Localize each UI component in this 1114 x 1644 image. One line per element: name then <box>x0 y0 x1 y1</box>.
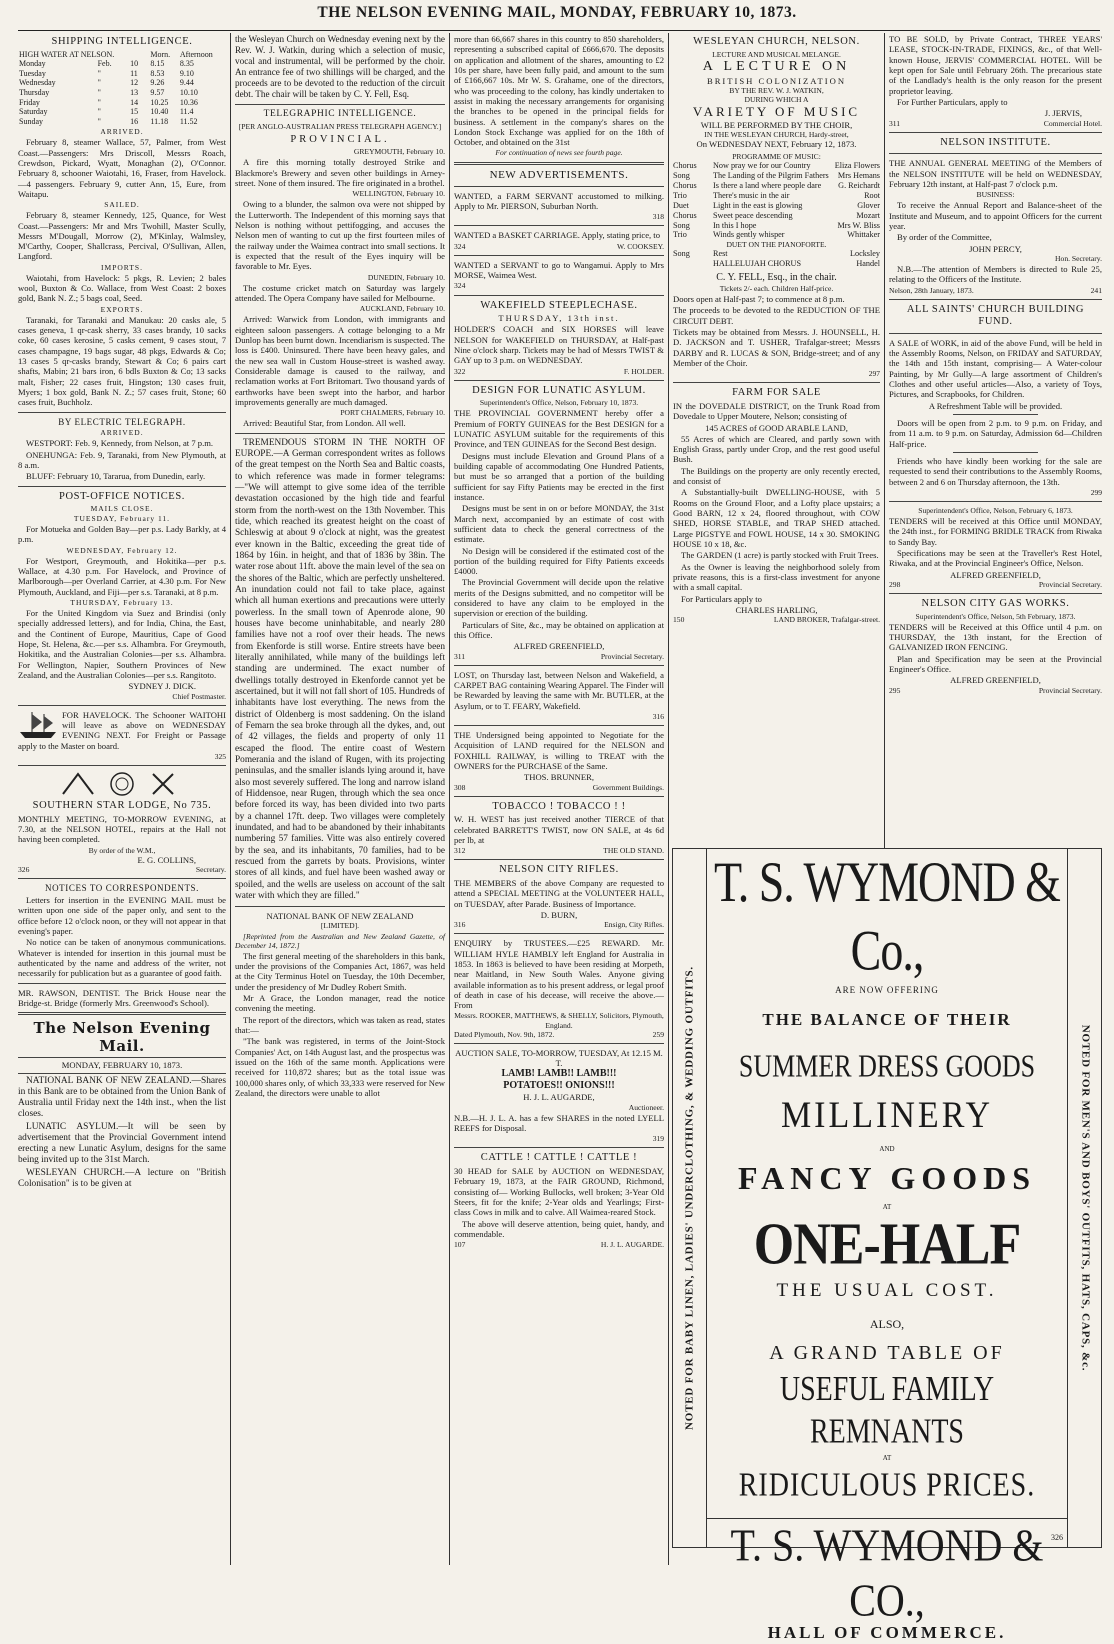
bank-text: "The bank was registered, in terms of the Joint-Stock Companies' Act, on 14th August last, and the prospectus was issued on the 16th of the same month. Applications were received for 110,872 shares; but as the total issue was 100,000 shares only, of which 33,333 were reserved for New Zealand, the directors were unable to allot <box>235 1036 445 1098</box>
church-performed: WILL BE PERFORMED BY THE CHOIR, <box>700 119 853 130</box>
tide-header: HIGH WATER AT NELSON. <box>19 49 115 59</box>
post-signature: SYDNEY J. DICK. <box>128 681 196 692</box>
tender-office: Superintendent's Office, Nelson, February 6, 1873. <box>918 505 1073 515</box>
news-paragraph: NATIONAL BANK OF NEW ZEALAND.—Shares in this Bank are to be obtained from the Union Bank of Australia until Friday next the 14th inst., when the list closes. <box>18 1075 226 1120</box>
ad-number: 107 <box>454 1240 466 1250</box>
church-proceeds: The proceeds to be devoted to the REDUCTION OF THE CIRCUIT DEBT. <box>673 305 880 326</box>
saints-doors: Doors will be open from 2 p.m. to 9 p.m. on Friday, and from 11 a.m. to 9 p.m. on Saturday, Admission 6d—Children Half-price. <box>889 418 1102 449</box>
telegraph-heading: BY ELECTRIC TELEGRAPH. <box>58 416 186 427</box>
enquiry-signature: Messrs. ROOKER, MATTHEWS, & SHELLY, Solicitors, Plymouth, England. <box>454 1011 664 1030</box>
wanted-ad: WANTED a BASKET CARRIAGE. Apply, stating price, to <box>454 230 660 241</box>
column-2 <box>235 33 445 1568</box>
ad-number: 299 <box>1090 487 1102 497</box>
ship-icon <box>18 710 58 740</box>
arrived-heading: ARRIVED. <box>100 127 144 137</box>
wymond-side-text: NOTED FOR MEN'S AND BOYS' OUTFITS, HATS, CAPS, &c. <box>1079 1024 1092 1372</box>
asylum-text: No Design will be considered if the estimated cost of the portion of the building required for Fifty Patients exceeds £4000. <box>454 545 664 577</box>
wymond-side-text: NOTED FOR BABY LINEN, LADIES' UNDERCLOTHING, & WEDDING OUTFITS. <box>682 966 695 1430</box>
steeplechase-signature: F. HOLDER. <box>623 366 664 376</box>
farm-text: The GARDEN (1 acre) is partly stocked with Fruit Trees. <box>681 550 879 561</box>
auction-line: POTATOES!! ONIONS!!! <box>503 1080 615 1092</box>
tide-table <box>18 50 226 127</box>
news-paragraph: LUNATIC ASYLUM.—It will be seen by advertisement that the Provincial Government intend erecting a new Lunatic Asylum, designs for the same being invited up to the 31st March. <box>18 1121 226 1166</box>
wymond-side-left <box>673 849 707 1547</box>
wanted-signature: W. COOKSEY. <box>616 241 664 251</box>
gas-text: TENDERS will be Received at this Office until 4 p.m. on THURSDAY, the 13th instant, for the Erection of GALVANIZED IRON FENCING. <box>889 621 1102 653</box>
asylum-text: Particulars of Site, &c., may be obtained on application at this Office. <box>454 619 664 641</box>
wymond-and: AND <box>879 1144 895 1153</box>
wymond-title: T. S. WYMOND & Co., <box>714 849 1060 983</box>
church-in: IN THE WESLEYAN CHURCH, Hardy-street, <box>704 129 849 139</box>
tender-text: TENDERS will be received at this Office until MONDAY, the 24th inst., for FORMING BRIDLE TRACK from Riwaka to Sandy Bay. <box>889 516 1102 547</box>
ad-number: 324 <box>454 241 466 251</box>
sailed-heading: SAILED. <box>104 200 140 210</box>
auction-nb: N.B.—H. J. L. A. has a few SHARES in the noted LYELL REEFS for Disposal. <box>454 1112 664 1134</box>
column-rule <box>449 33 450 1565</box>
wymond-remnants: USEFUL FAMILY REMNANTS <box>779 1370 995 1451</box>
column-5 <box>889 33 1102 845</box>
column-1 <box>18 33 226 1568</box>
wymond-grand: A GRAND TABLE OF <box>769 1342 1005 1365</box>
telegraphic-sub: [PER ANGLO-AUSTRALIAN PRESS TELEGRAPH AGENCY.] <box>238 121 442 131</box>
institute-signature-title: Hon. Secretary. <box>1055 253 1102 263</box>
rifles-heading: NELSON CITY RIFLES. <box>499 864 619 876</box>
column-rule <box>884 33 885 848</box>
list-item: Trio There's music in the air Root <box>673 191 880 200</box>
rifles-signature-title: Ensign, City Rifles. <box>604 920 664 930</box>
wanted-ad: WANTED, a FARM SERVANT accustomed to milking. Apply to Mr. PIERSON, Suburban North. <box>454 190 664 212</box>
sale-signature-title: Commercial Hotel. <box>1043 118 1102 128</box>
wymond-advertisement <box>672 848 1102 1643</box>
gas-signature: ALFRED GREENFIELD, <box>950 675 1041 686</box>
institute-signature: JOHN PERCY, <box>969 243 1022 254</box>
post-text: For Westport, Greymouth, and Hokitika—per p.s. Wallace, at 4.30 p.m. For Havelock, and Province of Marlborough—per Overland Carrier, at 4.30 p.m. For New Plymouth, Auckland, and Fiji—per s.s. Taranaki, at 8 p.m. <box>18 555 226 597</box>
institute-date: Nelson, 28th January, 1873. <box>889 285 974 295</box>
ad-number: 295 <box>889 685 901 695</box>
wanted-ad: WANTED a SERVANT to go to Wangamui. Apply to Mrs MORSE, Waimea West. <box>454 259 664 281</box>
bank-continued: more than 66,667 shares in this country to 850 shareholders, representing a subscribed capital of £666,670. The deposits on application and allotment of the shares, amounting to £2 10s per share, have been fully paid, and amount to the sum of £166,667 10s. Mr W. S. Grahame, one of the directors, who was proceeding to the colony, has kindly undertaken to assist in making the necessary arrangements for organising the branches to be opened in the principal fields for business. A settlement in the company's shares on the London Stock Exchange was applied for on the 18th of October, and obtained on the 31st <box>454 34 664 148</box>
wymond-offering: ARE NOW OFFERING <box>835 985 939 996</box>
ad-number: 311 <box>454 651 466 661</box>
cattle-text: 30 HEAD for SALE by AUCTION on WEDNESDAY, February 19, 1873, at the FAIR GROUND, Richmond, consisting of— Working Bullocks, well broken; 3-Year Old Steers, fit for the knife; 2-Year olds and Yearlings; First-class Cows in milk and to calve. All Waimea-reared Stock. <box>454 1166 664 1218</box>
tender-text: Specifications may be seen at the Traveller's Rest Hotel, Riwaka, and at the Provincial Engineer's Office, Nelson. <box>889 547 1102 569</box>
farm-text: IN the DOVEDALE DISTRICT, on the Trunk Road from Dovedale to Upper Moutere, Nelson; consisting of <box>673 400 880 422</box>
tobacco-text: W. H. WEST has just received another TIERCE of that celebrated BARRETT'S TWIST, now ON SALE, at 4s 6d per lb, at <box>454 814 664 845</box>
post-heading: POST-OFFICE NOTICES. <box>59 490 185 502</box>
list-item: Chorus Is there a land where people dare G. Reichardt <box>673 181 880 191</box>
paper-date: MONDAY, FEBRUARY 10, 1873. <box>61 1060 183 1071</box>
list-item: Chorus Sweet peace descending Mozart <box>673 210 880 220</box>
column-rule <box>230 33 231 1565</box>
gas-heading: NELSON CITY GAS WORKS. <box>921 598 1070 609</box>
auction-heading: AUCTION SALE, TO-MORROW, TUESDAY, At 12.15 M. T. <box>455 1047 663 1069</box>
ad-number: 308 <box>454 782 466 792</box>
dateline: GREYMOUTH, February 10. <box>353 147 445 157</box>
ad-number: 316 <box>454 920 466 930</box>
list-item: Trio Winds gently whisper Whittaker <box>673 230 880 240</box>
wymond-at: AT <box>882 1454 892 1463</box>
list-item: HALLELUJAH CHORUS Handel <box>713 259 880 269</box>
wymond-also: ALSO, <box>869 1316 905 1331</box>
asylum-text: Designs must be sent in on or before MONDAY, the 31st March next, accompanied by an estimate of cost with sufficient data to check the general correctness of the estimate. <box>454 503 664 545</box>
ad-number: 316 <box>652 712 664 722</box>
ad-number: 311 <box>889 118 901 128</box>
table-row: Sunday " 16 11.18 11.52 <box>19 116 198 126</box>
cattle-signature: H. J. L. AUGARDE. <box>600 1240 664 1250</box>
saints-refreshment: A Refreshment Table will be provided. <box>928 400 1063 411</box>
enquiry-ad: ENQUIRY by TRUSTEES.—£25 REWARD. Mr. WILLIAM HYLE HAMBLY left England for Australia in 1853. In 1863 is believed to have been residing at Morpeth, near Maitland, in New South Wales. Anyone giving available information as to his present address, or legal proof of death in case of his decease, will receive the above.—From <box>454 938 665 1011</box>
table-row: Saturday " 15 10.40 11.4 <box>19 107 194 117</box>
sale-apply: For Further Particulars, apply to <box>897 96 1008 107</box>
telegram-text: The costume cricket match on Saturday was largely attended. The Opera Company have sailed for Melbourne. <box>235 282 445 304</box>
post-signature-title: Chief Postmaster. <box>172 691 226 701</box>
steeplechase-heading: WAKEFIELD STEEPLECHASE. <box>480 299 638 311</box>
list-item: Song The Landing of the Pilgrim Fathers Mrs Hemans <box>673 171 880 181</box>
ad-number: 312 <box>454 846 466 856</box>
wymond-fancy: FANCY GOODS <box>738 1159 1036 1196</box>
table-row: Thursday " 13 9.57 10.10 <box>19 87 198 97</box>
dateline: DUNEDIN, February 10. <box>367 272 445 282</box>
telegraphic-heading: TELEGRAPHIC INTELLIGENCE. <box>263 109 417 120</box>
tobacco-signature: THE OLD STAND. <box>603 846 664 856</box>
post-day: TUESDAY, February 11. <box>73 514 171 524</box>
farm-heading: FARM FOR SALE <box>732 387 821 399</box>
mails-close: MAILS CLOSE. <box>90 504 154 514</box>
exports-heading: EXPORTS. <box>100 304 144 314</box>
wymond-millinery: MILLINERY <box>780 1094 994 1136</box>
ad-number: 259 <box>652 1029 664 1039</box>
asylum-office: Superintendent's Office, Nelson, February 10, 1873. <box>479 398 639 408</box>
shipping-heading: SHIPPING INTELLIGENCE. <box>51 36 193 47</box>
telegram-text: A fire this morning totally destroyed Strike and Blackmore's Brewery and seven other buildings in Arney-street. None of them insured. The fire originated in a brothel. <box>235 157 445 189</box>
list-item: Chorus Now pray we for our Country Eliza Flowers <box>673 161 880 171</box>
asylum-text: THE PROVINCIAL GOVERNMENT hereby offer a Premium of FORTY GUINEAS for the Best DESIGN for a LUNATIC ASYLUM suitable for the requirements of this Province, and TEN GUINEAS for the Second Best design. <box>454 408 664 450</box>
wymond-hall: HALL OF COMMERCE. <box>767 1623 1007 1643</box>
saints-heading: ALL SAINTS' CHURCH BUILDING FUND. <box>906 303 1085 328</box>
wymond-usual: THE USUAL COST. <box>776 1280 998 1302</box>
sailed-text: February 8, steamer Kennedy, 125, Quance, for West Coast.—Passengers: Mr and Mrs Twohill, Master Scully, Messrs M'Dougall, Morrow (2), M'Kinlay, Walmsley, M'Carthy, Cooper, Shallcrass, Percival, O'Sullivan, Allen, Langford. <box>18 210 226 262</box>
sale-ad: TO BE SOLD, by Private Contract, THREE YEARS' LEASE, STOCK-IN-TRADE, FIXINGS, &c., of that Well-known House, JERVIS' COMMERCIAL HOTEL. Will be kept open for Sale until February 26th. The precarious state of the Landlady's health is the only reason for the present proprietor leaving. <box>889 34 1102 96</box>
auction-signature-title: Auctioneer. <box>628 1102 664 1112</box>
masonic-emblem-icon <box>18 770 226 798</box>
church-chair: C. Y. FELL, Esq., in the chair. <box>716 272 837 284</box>
bank-text: The first general meeting of the shareholders in this bank, under the provisions of the Companies Act, 1867, was held at the City Terminus Hotel on Tuesday, the 10th December, under the presidency of Mr Dudley Robert Smith. <box>235 950 445 992</box>
saints-text: A SALE of WORK, in aid of the above Fund, will be held in the Assembly Rooms, Nelson, on FRIDAY and SATURDAY, the 14th and 15th instant, comprising— A Water-colour Painting, by Mr Gully—A large assortment of Children's Clothes and other useful articles—Also, a variety of Toys, Pictures, and Scrapbooks, for Children. <box>889 337 1102 400</box>
institute-heading: NELSON INSTITUTE. <box>940 136 1051 148</box>
farm-text: 55 Acres of which are Cleared, and partly sown with English Grass, partly under Crop, and the rest good useful Bush. <box>673 433 880 465</box>
wymond-summer: SUMMER DRESS GOODS <box>738 1048 1036 1084</box>
gas-signature-title: Provincial Secretary. <box>1038 685 1102 695</box>
arrived-text: February 8, steamer Wallace, 57, Palmer, from West Coast.—Passengers: Mrs Driscoll, Messrs Roach, Crewdson, Pickard, Wyatt, Monaghan (2), O'Connor. February 8, schooner Waiotahi, 16, Fraser, from Havelock.—4 passengers. February 9, cutter Ann, 15, Eure, from Waitapu. <box>18 137 226 199</box>
dateline: AUCKLAND, February 10. <box>359 304 445 314</box>
church-lecture: A LECTURE ON <box>702 58 851 74</box>
masthead: THE NELSON EVENING MAIL, MONDAY, FEBRUARY 10, 1873. <box>317 4 797 21</box>
bank-text: The report of the directors, which was taken as read, states that:— <box>235 1014 445 1035</box>
church-sub: LECTURE AND MUSICAL MELANGE. <box>712 49 841 59</box>
list-item: Song In this I hope Mrs W. Bliss <box>673 220 880 230</box>
telegram-text: Arrived: Warwick from London, with immigrants and eighteen saloon passengers. A cottage belonging to a Mr Dunlop has been burnt down. Incendiarism is suspected. The loss is £400. Uninsured. There have been heavy gales, and the new sea wall in Custom House-street is washed away. Considerable damage is caused to the railway, and reclamation works at Fort Britomart. Two thousand yards of earthworks have been swept into the harbor, and harbor improvements generally are much damaged. <box>235 314 445 407</box>
table-row: Monday Feb. 10 8.15 8.35 <box>19 59 194 69</box>
ad-number: 325 <box>214 751 226 761</box>
institute-text: THE ANNUAL GENERAL MEETING of the Members of the NELSON INSTITUTE will be held on WEDNESDAY, February 12th instant, at Half-past 7 o'clock p.m. <box>889 158 1102 189</box>
programme-heading: PROGRAMME OF MUSIC: <box>732 152 821 162</box>
ad-number: 318 <box>652 212 664 222</box>
lodge-order: By order of the W.M., <box>88 845 156 855</box>
church-tickets: Tickets 2/- each. Children Half-price. <box>719 284 834 294</box>
tobacco-heading: TOBACCO ! TOBACCO ! ! <box>492 800 626 812</box>
farm-text: A Substantially-built DWELLING-HOUSE, with 5 Rooms on the Ground Floor, and a Lofty place upstairs; a Good BARN, 12 x 24, floored throughout, with COW SHED, HORSE STABLE, and TRAP SHED attached. Large PIGSTYE and FOWL HOUSE, 14 x 30. SMOKING HOUSE 10 x 18, &c. <box>673 487 880 549</box>
ad-number: 297 <box>868 369 880 379</box>
ad-number: 326 <box>1051 1533 1063 1543</box>
tender-signature-title: Provincial Secretary. <box>1038 579 1102 589</box>
wymond-footer: T. S. WYMOND & CO., <box>730 1519 1044 1627</box>
bank-text: Mr A Grace, the London manager, read the notice convening the meeting. <box>235 993 445 1014</box>
post-day: WEDNESDAY, February 12. <box>66 545 178 555</box>
sale-signature: J. JERVIS, <box>1044 108 1082 119</box>
asylum-signature: ALFRED GREENFIELD, <box>513 641 605 652</box>
storm-article: TREMENDOUS STORM IN THE NORTH OF EUROPE.—A German correspondent writes as follows of the great tempest on the North Sea and Baltic coasts, to which reference was made in former telegrams:—"We will attempt to give some idea of the terrible devastation occasioned by the high tide and fearful storm from the north-west on the 13th November. This tide, which reached its greatest height on the coast of Schleswig at about 9 o'clock at night, was the greatest ever known in the Baltic, exceeding the great tide of 1864 by 16in. in height, and that of 1836 by 38in. The water rose about 11ft. above the main level of the sea on the shores of the Baltic, which are perfectly unsheltered. An inundation could not fail to take place, against which all human exertions and precautions were utterly powerless. In the small town of Apenrode alone, 90 houses have become uninhabitable, and nearly 280 families have not a roof over their heads. The news from Ekenforde is still worse. Entire streets have been literally annihilated, while many of the buildings left standing are undermined. The exact number of dwellings totally destroyed in Ekenforde cannot yet be ascertained, but it will not fall short of 105. Hundreds of inhabitants have lost everything. The news from the district of Oldenberg is most saddening. On the island of Femarn the sea broke through all the dykes, and, out of 42 villages, the fields and property of only 11 escaped the flood. The entire coast of Western Pomerania and the island of Rugen, with its projecting peninsulas, and the smaller islands lying around it, have also most severely suffered. The long and narrow island of Hiddensoe, near Rugen, through which the sea once before forced its way, has been divided into two parts by a channel 17ft. deep. Two villages were completely inundated, and had to be abandoned by their inhabitants numbering 57 families. Vitte was also entirely covered by the sea, and its inhabitants, 70 families, had to be rescued from the garrets by boats. Provisions, winter stores of all kinds, and fuel have been washed away or spoiled, and the wells are useless on account of the salt water with which they are filled." <box>235 437 445 901</box>
imports-heading: IMPORTS. <box>101 262 143 272</box>
post-text: For the United Kingdom via Suez and Brindisi (only specially addressed letters), and for India, China, the East, and the Continent of Europe, Mauritius, Cape of Good Hope, St. Helena, &c.—per s.s. Alhambra. For Greymouth, Hokitika, and the Australian Colonies—per s.s. Alhambra. For Wellington, Napier, Southern Provinces of New Zealand, and the Australian Colonies—per s.s. Rangitoto. <box>18 608 226 680</box>
bank-sub: [LIMITED]. <box>320 921 360 931</box>
asylum-signature-title: Provincial Secretary. <box>600 651 664 661</box>
post-day: THURSDAY, February 13. <box>70 598 174 608</box>
bank-heading: NATIONAL BANK OF NEW ZEALAND <box>266 911 414 922</box>
paper-title: The Nelson Evening Mail. <box>33 1019 211 1056</box>
farm-text: The Buildings on the property are only recently erected, and consist of <box>673 465 880 487</box>
asylum-text: The Provincial Government will decide upon the relative merits of the Designs submitted, and no competitor will be considered to have any claim to be employed in the supervision or erection of the building. <box>454 577 664 619</box>
farm-text: For Particulars apply to <box>681 593 762 604</box>
church-heading: WESLEYAN CHURCH, NELSON. <box>693 36 860 47</box>
gas-office: Superintendent's Office, Nelson, 5th February, 1873. <box>915 611 1076 621</box>
table-row: Friday " 14 10.25 10.36 <box>19 97 198 107</box>
cattle-heading: CATTLE ! CATTLE ! CATTLE ! <box>480 1152 638 1164</box>
rifles-text: THE MEMBERS of the above Company are requested to attend a SPECIAL MEETING at the VOLUNTEER HALL, on TUESDAY, after Parade. Business of Importance. <box>454 877 664 909</box>
wesleyan-continued: the Wesleyan Church on Wednesday evening next by the Rev. W. J. Watkin, during which a selection of music, vocal and instrumental, will be performed by the choir. An entrance fee of two shillings will be charged, and the proceeds are to be devoted to the reduction of the circuit debt. The chair will be taken by C. Y. Fell, Esq. <box>235 34 445 100</box>
steeplechase-text: HOLDER'S COACH and SIX HORSES will leave NELSON for WAKEFIELD on THURSDAY, at Half-past Nine o'clock sharp. Tickets may be had of Messrs TWIST & GAY up to 3 p.m. on WEDNESDAY. <box>454 324 664 366</box>
tel-line: ONEHUNGA: Feb. 9, Taranaki, from New Plymouth, at 8 a.m. <box>18 449 226 470</box>
wymond-onehalf: ONE-HALF <box>753 1211 1021 1277</box>
table-row: Wednesday " 12 9.26 9.44 <box>19 78 194 88</box>
rifles-signature: D. BURN, <box>540 909 578 920</box>
corr-text: No notice can be taken of anonymous communications. Whatever is intended for insertion in this journal must be authenticated by the name and address of the writer, not necessarily for publication but as a guarantee of good faith. <box>18 937 226 979</box>
tender-signature: ALFRED GREENFIELD, <box>950 569 1041 580</box>
imports-text: Waiotahi, from Havelock: 5 pkgs, R. Levien; 2 bales wool, Buxton & Co. Wallace, from West Coast: 2 boxes gold, Bank N. Z.; 5 bags coal, Seed. <box>18 272 226 304</box>
enquiry-date: Dated Plymouth, Nov. 9th, 1872. <box>454 1029 555 1039</box>
telegram-text: Owing to a blunder, the salmon ova were not shipped by the Lutterworth. The Independent of this morning says that Nelson is nothing without pettifogging, and accuses the Nelson men of wanting to cut up the first fourteen miles of the railway under the Waimea contract into small sections. It is expected that the result of the Eyes inquiry will be favorable to Mr. Eyes. <box>235 199 445 272</box>
lodge-signature-title: Secretary. <box>195 865 226 875</box>
auction-signature: H. J. L. AUGARDE, <box>523 1092 595 1103</box>
land-ad: THE Undersigned being appointed to Negotiate for the Acquisition of LAND required for the NELSON and FOXHILL RAILWAY, is willing to TREAT with the OWNERS for the PURCHASE of the Same. <box>454 730 664 771</box>
gas-text: Plan and Specification may be seen at the Provincial Engineer's Office. <box>889 653 1102 674</box>
correspondents-heading: NOTICES TO CORRESPONDENTS. <box>44 883 200 894</box>
lodge-text: MONTHLY MEETING, TO-MORROW EVENING, at 7.30, at the NELSON HOTEL, repairs at the Hall not having been completed. <box>18 813 226 845</box>
lodge-heading: SOUTHERN STAR LODGE, No 735. <box>32 800 212 812</box>
new-advertisements-heading: NEW ADVERTISEMENTS. <box>489 168 629 181</box>
church-by: BY THE REV. W. J. WATKIN, <box>729 85 824 95</box>
wymond-ridiculous: RIDICULOUS PRICES. <box>738 1466 1036 1504</box>
ad-number: 324 <box>454 281 466 291</box>
saints-friends: Friends who have kindly been working for the sale are requested to send their contributions to the Assembly Rooms, between 2 and 6 on Thursday afternoon, the 13th. <box>889 455 1102 487</box>
lodge-signature: E. G. COLLINS, <box>137 854 196 865</box>
tel-line: BLUFF: February 10, Tararua, from Dunedin, early. <box>26 471 206 482</box>
header-rule <box>18 30 1100 31</box>
wymond-at: AT <box>882 1203 892 1212</box>
ad-number: 298 <box>889 579 901 589</box>
church-during: DURING WHICH A <box>744 94 809 104</box>
institute-business-heading: BUSINESS: <box>976 190 1015 200</box>
church-date: On WEDNESDAY NEXT, February 12, 1873. <box>696 139 857 150</box>
land-signature-title: Government Buildings. <box>592 782 664 792</box>
rawson-ad: MR. RAWSON, DENTIST. The Brick House near the Bridge-st. Bridge (formerly Mrs. Greenwood's School). <box>18 987 226 1008</box>
news-paragraph: WESLEYAN CHURCH.—A lecture on "British Colonisation" is to be given at <box>18 1167 226 1190</box>
havelock-ad <box>18 710 226 751</box>
post-text: For Motueka and Golden Bay—per p.s. Lady Barkly, at 4 p.m. <box>18 524 226 545</box>
dateline: WELLINGTON, February 10. <box>352 189 445 199</box>
institute-business: To receive the Annual Report and Balance-sheet of the Institute and Museum, and to appoint Officers for the current year. <box>889 200 1102 231</box>
continuation-note: For continuation of news see fourth page. <box>495 148 623 158</box>
bank-reprint: [Reprinted from the Australian and New Zealand Gazette, of December 14, 1872.] <box>235 931 445 950</box>
column-3 <box>454 33 664 1568</box>
exports-text: Taranaki, for Taranaki and Manukau: 20 casks ale, 5 cases geneva, 1 qr-cask sherry, 33 cases brandy, 10 sacks coke, 60 cases kerosine, 5 casks cement, 9 cases stout, 7 cases champagne, 19 bags sugar, 48 pkgs, Edwards & Co; 13 cases 5 qr-casks brandy, Stewart & Co; 6 pairs cart shafts, Mabin; 21 bars iron, 6 bdls Buxton & Co; 13 sacks malt, Fisher; 22 cases fruit, Hingston; 130 cases fruit, Myers; 1 box gold, Bank N. Z.; 57 cases fruit, Stone; 60 cases fruit, Buchholz. <box>18 314 226 408</box>
land-signature: THOS. BRUNNER, <box>524 772 594 783</box>
church-variety: VARIETY OF MUSIC <box>692 104 861 120</box>
tide-header: Morn. <box>150 49 171 59</box>
column-4 <box>673 33 880 845</box>
wymond-balance: THE BALANCE OF THEIR <box>762 1010 1012 1030</box>
list-item: Song Rest Locksley <box>673 249 880 259</box>
column-rule <box>668 33 669 1565</box>
duet-heading: DUET ON THE PIANOFORTE. <box>726 240 827 250</box>
list-item: Duet Light in the east is glowing Glover <box>673 200 880 210</box>
auction-line: LAMB! LAMB!! LAMB!!! <box>501 1068 617 1080</box>
steeplechase-day: THURSDAY, 13th inst. <box>498 313 620 324</box>
institute-nb: N.B.—The attention of Members is directed to Rule 25, relating to the Officers of the Institute. <box>889 263 1102 285</box>
lost-ad: LOST, on Thursday last, between Nelson and Wakefield, a CARPET BAG containing Wearing Apparel. The Finder will be Rewarded by leaving the same with Mr. BUTLER, at the Asylum, or to T. FEARY, Wakefield. <box>454 669 664 711</box>
ad-number: 322 <box>454 366 466 376</box>
asylum-text: Designs must include Elevation and Ground Plans of a building capable of accommodating One Hundred Patients, but must be so arranged that a portion of the building sufficient for say Fifty Patients may be erected in the first instance. <box>454 450 664 502</box>
dateline: PORT CHALMERS, February 10. <box>340 408 445 418</box>
farm-signature: CHARLES HARLING, <box>735 604 818 615</box>
ad-number: 319 <box>652 1134 664 1144</box>
telegram-text: Arrived: Beautiful Star, from London. All well. <box>243 418 406 429</box>
asylum-heading: DESIGN FOR LUNATIC ASYLUM. <box>472 384 646 396</box>
wymond-side-right <box>1067 849 1101 1547</box>
church-tickets-info: Tickets may be obtained from Messrs. J. HOUNSELL, H. D. JACKSON and T. USHER, Trafalgar-street; Messrs DARBY and R. LUCAS & SON, Bridge-street; and of any Member of the Choir. <box>673 327 880 368</box>
ad-number: 150 <box>673 615 685 625</box>
farm-signature-title: LAND BROKER, Trafalgar-street. <box>773 615 880 625</box>
tide-header: Afternoon <box>179 49 213 59</box>
cattle-text: The above will deserve attention, being quiet, handy, and commendable. <box>454 1218 664 1239</box>
provincial-heading: PROVINCIAL. <box>290 133 390 145</box>
church-doors: Doors open at Half-past 7; to commence at 8 p.m. <box>673 294 845 305</box>
farm-text: As the Owner is leaving the neighborhood solely from private reasons, this is a first-class investment for anyone with a small capital. <box>673 561 880 593</box>
havelock-text: FOR HAVELOCK. The Schooner WAITOHI will leave as above on WEDNESDAY EVENING NEXT. For Freight or Passage apply to the Master on board. <box>18 709 226 751</box>
church-topic: BRITISH COLONIZATION <box>706 75 847 86</box>
farm-acres: 145 ACRES of GOOD ARABLE LAND, <box>705 422 848 433</box>
corr-text: Letters for insertion in the EVENING MAIL must be written upon one side of the paper only, and sent to the office before 12 o'clock noon, or they will not appear in that evening's paper. <box>18 895 226 937</box>
table-row: Tuesday " 11 8.53 9.10 <box>19 68 194 78</box>
ad-number: 241 <box>1090 285 1102 295</box>
ad-number: 326 <box>18 865 30 875</box>
tel-arrived-heading: ARRIVED. <box>100 428 144 438</box>
tel-line: WESTPORT: Feb. 9, Kennedy, from Nelson, at 7 p.m. <box>26 438 214 449</box>
institute-order: By order of the Committee, <box>897 232 992 243</box>
